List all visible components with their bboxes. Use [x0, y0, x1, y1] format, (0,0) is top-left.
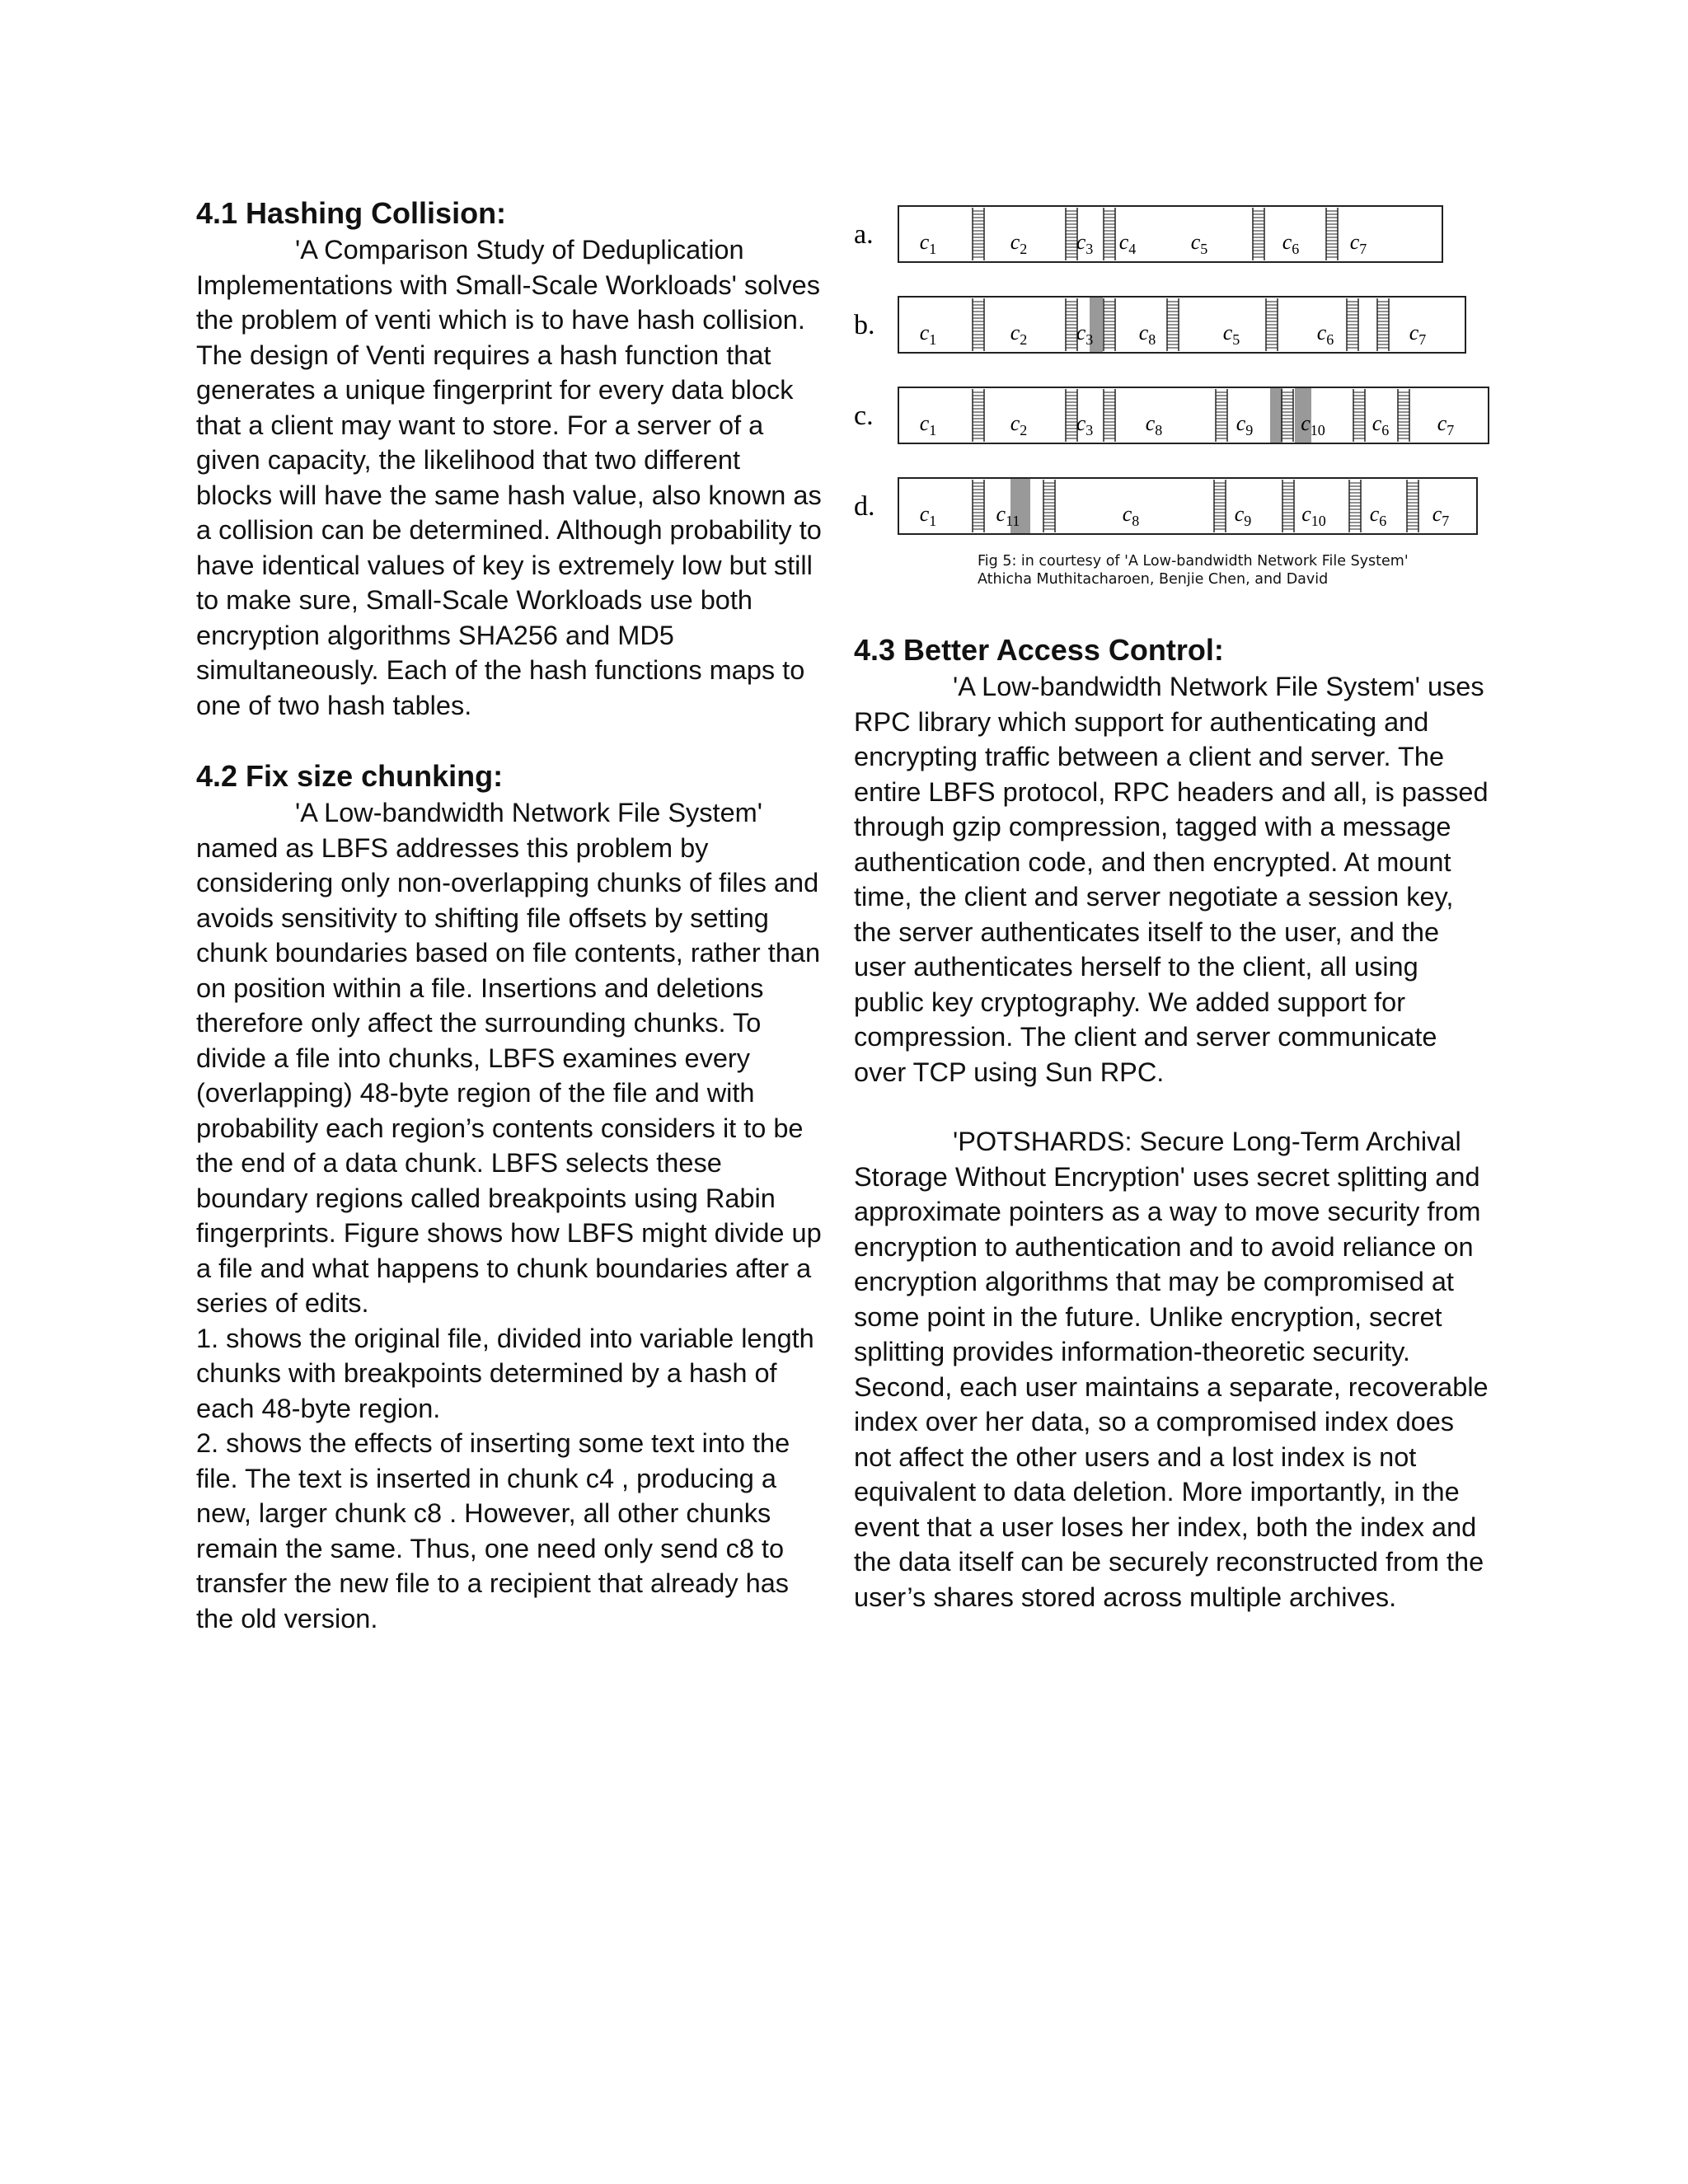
section-4-2-paragraph: 'A Low-bandwidth Network File System' named as LBFS addresses this problem by considering only non-overlapping chunks of files and avoids sensitivity to shifting file offsets by setting chunk boundaries based on file contents, rather than on position within a file. Insertions and deletions therefore only affect the surrounding chunks. To divide a file into chunks, LBFS examines every (overlapping) 48-byte region of the file and with probability each region’s contents considers it to be the end of a data chunk. LBFS selects these boundary regions called breakpoints using Rabin fingerprints. Figure shows how LBFS might divide up a file and what happens to chunk boundaries after a series of edits. — [196, 798, 822, 1318]
section-4-2-item-2: 2. shows the effects of inserting some text into the file. The text is inserted in chunk c4 , producing a new, larger chunk c8 . However, all other chunks remain the same. Thus, one need only send c8 to transfer the new file to a recipient that already has the old version. — [196, 1428, 790, 1633]
figure-row-label: c. — [854, 401, 874, 431]
chunk-label: $c_2$ — [1010, 230, 1028, 257]
chunk-label: $c_2$ — [1010, 321, 1028, 348]
chunk-label: $c_{11}$ — [996, 502, 1020, 529]
section-4-3-heading: 4.3 Better Access Control: — [854, 633, 1224, 667]
chunk-label: $c_8$ — [1138, 321, 1156, 348]
figure-row-c — [854, 387, 1489, 443]
section-4-2-item-1: 1. shows the original file, divided into variable length chunks with breakpoints determined by a hash of each 48-byte region. — [196, 1323, 814, 1423]
breakpoint-marker — [1353, 389, 1365, 442]
section-4-3-paragraph-1: 'A Low-bandwidth Network File System' uses RPC library which support for authenticating and encrypting traffic between a client and server. The entire LBFS protocol, RPC headers and all, is passed through gzip compression, tagged with a message authentication code, and then encrypted. At mount time, the client and server negotiate a session key, the server authenticates itself to the user, and the user authenticates herself to the client, all using public key cryptography. We added support for compression. The client and server communicate over TCP using Sun RPC. — [854, 672, 1489, 1087]
breakpoint-marker — [1326, 208, 1338, 260]
chunk-label: $c_7$ — [1437, 411, 1455, 438]
chunk-label: $c_6$ — [1316, 321, 1334, 348]
chunk-label: $c_6$ — [1369, 502, 1387, 529]
section-4-1-heading: 4.1 Hashing Collision: — [196, 196, 507, 230]
breakpoint-marker — [1377, 298, 1389, 351]
breakpoint-marker — [1253, 208, 1264, 260]
breakpoint-marker — [1347, 298, 1358, 351]
right-column — [854, 194, 1489, 1615]
chunk-label: $c_6$ — [1372, 411, 1390, 438]
breakpoint-marker — [1216, 389, 1227, 442]
lbfs-chunk-diagram — [854, 194, 1497, 607]
chunk-label: $c_3$ — [1076, 411, 1094, 438]
chunk-label: $c_8$ — [1122, 502, 1140, 529]
chunk-label: $c_9$ — [1234, 502, 1252, 529]
chunk-label: $c_1$ — [919, 411, 937, 438]
section-4-2 — [196, 757, 823, 1636]
left-column — [196, 194, 823, 1636]
section-4-3-paragraph-2: 'POTSHARDS: Secure Long-Term Archival Storage Without Encryption' uses secret splitting and approximate pointers as a way to move security from encryption to authentication and to avoid reliance on encryption algorithms that may be compromised at some point in the future. Unlike encryption, secret splitting provides information-theoretic security. Second, each user maintains a separate, recoverable index over her data, so a compromised index does not affect the other users and a lost index is not equivalent to data deletion. More importantly, in the event that a user loses her index, both the index and the data itself can be securely reconstructed from the user’s shares stored across multiple archives. — [854, 1127, 1489, 1612]
breakpoint-marker — [1104, 389, 1115, 442]
breakpoint-marker — [1282, 480, 1294, 532]
breakpoint-marker — [1398, 389, 1409, 442]
chunk-label: $c_2$ — [1010, 411, 1028, 438]
chunk-label: $c_5$ — [1222, 321, 1240, 348]
breakpoint-marker — [1266, 298, 1278, 351]
breakpoint-marker — [1167, 298, 1179, 351]
chunk-label: $c_7$ — [1409, 321, 1427, 348]
breakpoint-marker — [1407, 480, 1418, 532]
figure-caption-line-2: Athicha Muthitacharoen, Benjie Chen, and David — [978, 571, 1329, 588]
breakpoint-marker — [973, 298, 984, 351]
chunk-label: $c_3$ — [1076, 321, 1094, 348]
chunk-label: $c_9$ — [1236, 411, 1254, 438]
breakpoint-marker — [1282, 389, 1293, 442]
section-4-1 — [196, 194, 823, 723]
breakpoint-marker — [973, 480, 984, 532]
chunk-label: $c_6$ — [1282, 230, 1300, 257]
breakpoint-marker — [1104, 208, 1115, 260]
figure-row-label: d. — [854, 491, 875, 522]
chunk-label: $c_1$ — [919, 230, 937, 257]
inserted-region — [1270, 388, 1282, 443]
figure-row-label: a. — [854, 219, 874, 250]
breakpoint-marker — [1043, 480, 1055, 532]
chunk-label: $c_{10}$ — [1301, 502, 1326, 529]
chunk-label: $c_5$ — [1190, 230, 1208, 257]
section-4-1-paragraph: 'A Comparison Study of Deduplication Implementations with Small-Scale Workloads' solves the problem of venti which is to have hash collision. The design of Venti requires a hash function that generates a unique fingerprint for every data block that a client may want to store. For a server of a given capacity, the likelihood that two different blocks will have the same hash value, also known as a collision can be determined. Although probability to have identical values of key is extremely low but still to make sure, Small-Scale Workloads use both encryption algorithms SHA256 and MD5 simultaneously. Each of the hash functions maps to one of two hash tables. — [196, 235, 822, 720]
file-box — [898, 478, 1477, 534]
breakpoint-marker — [1349, 480, 1361, 532]
figure-row-a — [854, 206, 1442, 262]
chunk-label: $c_1$ — [919, 321, 937, 348]
breakpoint-marker — [973, 208, 984, 260]
section-4-2-heading: 4.2 Fix size chunking: — [196, 759, 504, 793]
breakpoint-marker — [1214, 480, 1226, 532]
figure-row-d — [854, 478, 1477, 534]
chunk-label: $c_8$ — [1145, 411, 1163, 438]
lbfs-chunk-figure — [854, 194, 1497, 607]
chunk-label: $c_3$ — [1076, 230, 1094, 257]
breakpoint-marker — [1104, 298, 1115, 351]
figure-caption-line-1: Fig 5: in courtesy of 'A Low-bandwidth Network File System' — [978, 553, 1409, 569]
chunk-label: $c_7$ — [1349, 230, 1367, 257]
chunk-label: $c_7$ — [1432, 502, 1450, 529]
chunk-label: $c_{10}$ — [1301, 411, 1325, 438]
figure-row-label: b. — [854, 310, 875, 340]
breakpoint-marker — [973, 389, 984, 442]
figure-row-b — [854, 297, 1465, 353]
chunk-label: $c_4$ — [1118, 230, 1137, 257]
section-4-3 — [854, 631, 1489, 1615]
chunk-label: $c_1$ — [919, 502, 937, 529]
